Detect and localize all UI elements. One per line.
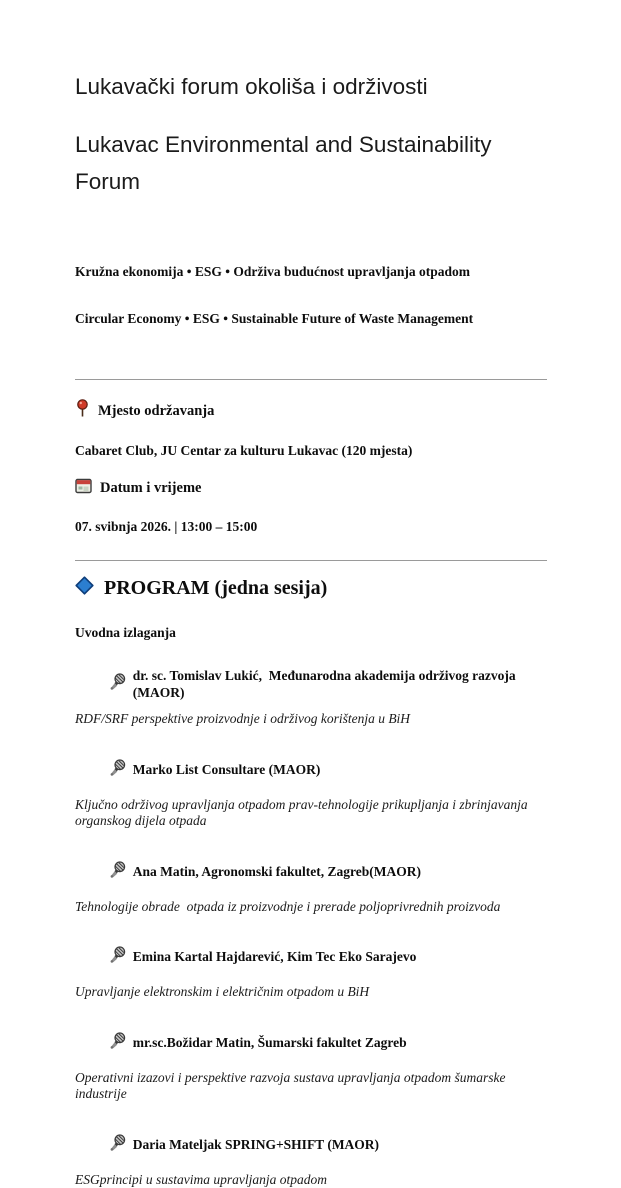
subtitle-croatian: Kružna ekonomija • ESG • Održiva budućnost upravljanja otpadom [75, 264, 547, 280]
program-item [75, 656, 547, 728]
venue-heading [75, 399, 547, 423]
divider [75, 560, 547, 561]
program-heading-label: PROGRAM (jedna sesija) [104, 577, 327, 600]
speaker-name: mr.sc.Božidar Matin, Šumarski fakultet Zagreb [133, 1034, 407, 1051]
speaker-name: Daria Mateljak SPRING+SHIFT (MAOR) [133, 1136, 379, 1153]
topic-text: ESGprincipi u sustavima upravljanja otpadom [75, 1172, 547, 1188]
subtitle-english: Circular Economy • ESG • Sustainable Future of Waste Management [75, 311, 547, 327]
microphone-icon [75, 929, 126, 984]
page-title-english: Lukavac Environmental and Sustainability Forum [75, 126, 547, 200]
program-item [75, 742, 547, 830]
program-item [75, 929, 547, 1001]
program-item [75, 1117, 547, 1188]
divider [75, 379, 547, 380]
datetime-heading-label: Datum i vrijeme [100, 480, 201, 497]
program-item [75, 844, 547, 916]
speaker-line [75, 742, 547, 797]
speaker-name: dr. sc. Tomislav Lukić, Međunarodna akademija održivog razvoja (MAOR) [133, 667, 547, 701]
datetime-heading [75, 478, 547, 499]
venue-text: Cabaret Club, JU Centar za kulturu Lukavac (120 mjesta) [75, 443, 547, 459]
topic-text: Tehnologije obrade otpada iz proizvodnje i prerade poljoprivrednih proizvoda [75, 899, 547, 916]
subtitle-block [75, 233, 547, 357]
round-pushpin-icon [75, 399, 90, 423]
topic-text: RDF/SRF perspektive proizvodnje i održivog korištenja u BiH [75, 711, 547, 728]
venue-heading-label: Mjesto održavanja [98, 403, 214, 420]
page-title-croatian: Lukavački forum okoliša i održivosti [75, 72, 547, 102]
program-list [75, 656, 547, 1188]
microphone-icon [75, 844, 126, 899]
datetime-text: 07. svibnja 2026. | 13:00 – 15:00 [75, 519, 547, 535]
speaker-line [75, 1015, 547, 1070]
speaker-line [75, 656, 547, 711]
program-subheading: Uvodna izlaganja [75, 625, 547, 641]
speaker-line [75, 929, 547, 984]
program-item [75, 1015, 547, 1103]
speaker-name: Marko List Consultare (MAOR) [133, 761, 321, 778]
calendar-icon [75, 478, 92, 499]
microphone-icon [75, 656, 126, 711]
speaker-line [75, 844, 547, 899]
microphone-icon [75, 742, 126, 797]
blue-diamond-icon [75, 576, 94, 601]
speaker-name: Ana Matin, Agronomski fakultet, Zagreb(MAOR) [133, 863, 421, 880]
microphone-icon [75, 1117, 126, 1172]
microphone-icon [75, 1015, 126, 1070]
topic-text: Operativni izazovi i perspektive razvoja sustava upravljanja otpadom šumarske industrije [75, 1070, 547, 1103]
program-heading [75, 576, 547, 601]
topic-text: Upravljanje elektronskim i električnim otpadom u BiH [75, 984, 547, 1001]
speaker-line [75, 1117, 547, 1172]
speaker-name: Emina Kartal Hajdarević, Kim Tec Eko Sarajevo [133, 948, 417, 965]
topic-text: Ključno održivog upravljanja otpadom prav-tehnologije prikupljanja i zbrinjavanja organskog dijela otpada [75, 797, 547, 830]
